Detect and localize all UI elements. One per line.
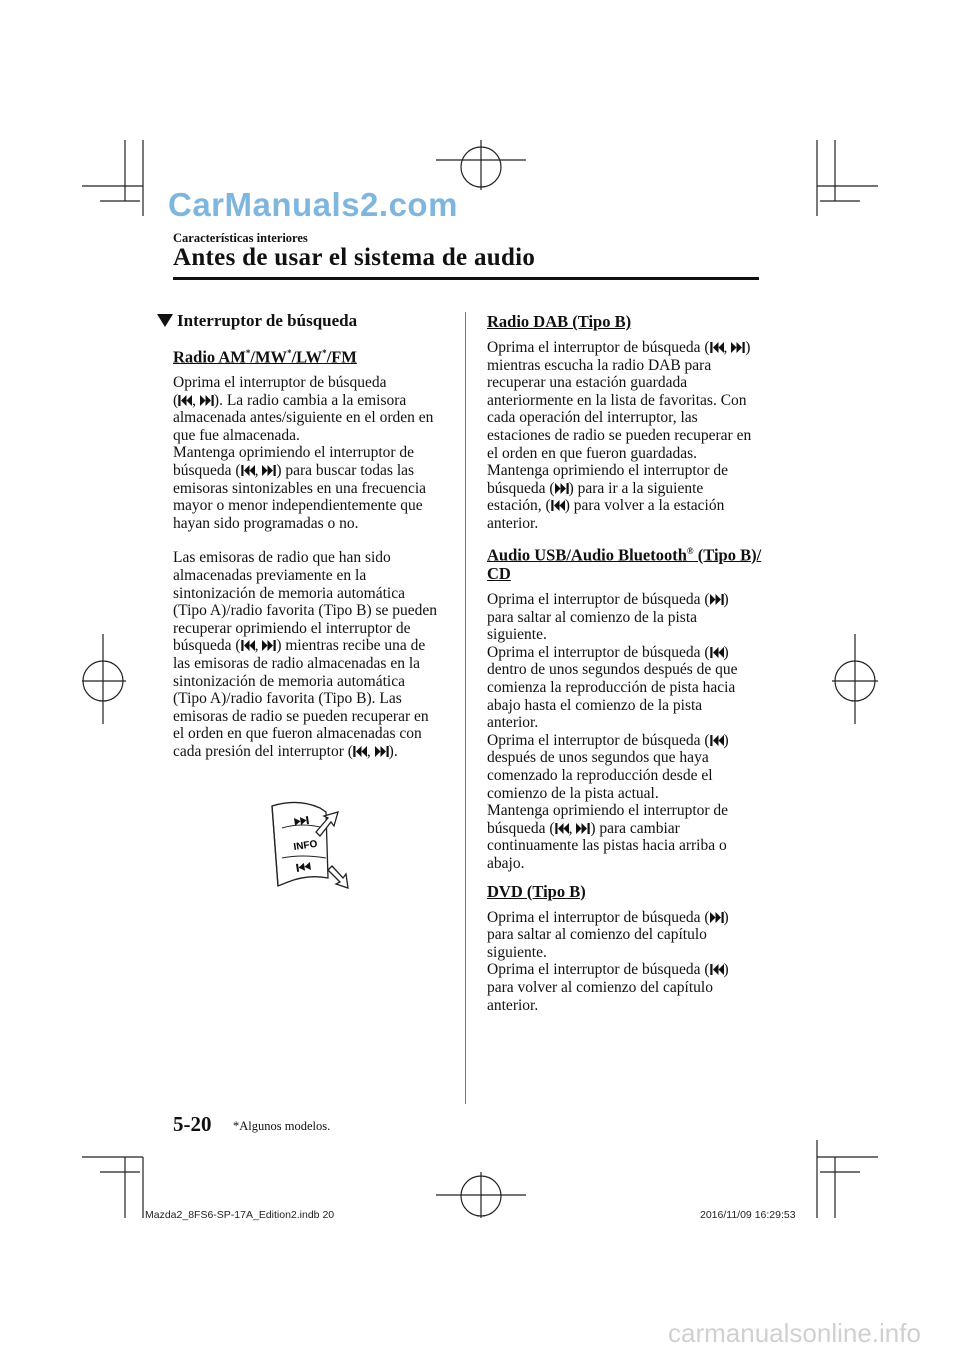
seek-forward-icon xyxy=(710,912,724,923)
text-line: emisoras de radio se pueden recuperar en xyxy=(173,707,429,725)
dab-title: Radio DAB (Tipo B) xyxy=(487,312,632,331)
text-line: para volver al comienzo del capítulo xyxy=(487,978,713,996)
seek-forward-icon xyxy=(262,640,276,651)
text-line: estaciones de radio se pueden recuperar en xyxy=(487,426,752,444)
text-line: Oprima el interruptor de búsqueda ( ) xyxy=(487,908,729,926)
dvd-title: DVD (Tipo B) xyxy=(487,881,586,901)
seek-back-icon xyxy=(551,500,565,511)
text-line: búsqueda ( , ) para buscar todas las xyxy=(173,462,415,480)
text-line: que fue almacenada. xyxy=(173,426,300,444)
text-line: búsqueda ( ) para ir a la siguiente xyxy=(487,479,704,497)
text-line: (Tipo A)/radio favorita (Tipo B) se pueden xyxy=(173,602,438,620)
text-line: cada presión del interruptor ( , ). xyxy=(173,742,398,760)
seek-back-icon xyxy=(178,395,192,406)
column-divider xyxy=(465,312,466,1104)
text-line: búsqueda ( , ) mientras recibe una de xyxy=(173,637,426,655)
text-line: (Tipo A)/radio favorita (Tipo B). Las xyxy=(173,690,402,708)
text-line: recuperar oprimiendo el interruptor de xyxy=(173,619,411,637)
text-line: para saltar al comienzo de la pista xyxy=(487,608,698,626)
radio-am-title: Radio AM*/MW*/LW*/FM xyxy=(173,347,357,367)
watermark-bottom[interactable]: carmanualsonline.info xyxy=(668,1318,921,1348)
text-line: comienza la reproducción de pista hacia xyxy=(487,679,736,696)
text-line: Oprima el interruptor de búsqueda ( ) xyxy=(487,731,729,749)
text-line: Mantenga oprimiendo el interruptor de xyxy=(173,444,415,462)
steering-switch-illustration xyxy=(268,798,358,893)
seek-back-icon xyxy=(710,735,724,746)
seek-back-icon xyxy=(710,647,724,658)
text-line: almacenadas previamente en la xyxy=(173,567,367,585)
text-line: anteriormente en la lista de favoritas. Con xyxy=(487,391,747,409)
text-line: Oprima el interruptor de búsqueda xyxy=(173,374,387,392)
page-number: 5-20 xyxy=(173,1112,212,1136)
text-line: sintonización de memoria automática xyxy=(173,672,405,690)
right-column xyxy=(487,312,767,1014)
seek-forward-icon xyxy=(375,746,389,757)
text-line: Mantenga oprimiendo el interruptor de xyxy=(487,802,729,820)
text-line: para saltar al comienzo del capítulo xyxy=(487,926,707,944)
chapter-title: Antes de usar el sistema de audio xyxy=(173,244,536,271)
text-line: anterior. xyxy=(487,714,539,732)
header-rule xyxy=(173,277,759,280)
text-line: mientras escucha la radio DAB para xyxy=(487,356,712,374)
left-column xyxy=(157,312,457,761)
watermark-logo[interactable]: CarManuals2.com xyxy=(168,186,458,223)
print-timestamp: 2016/11/09 16:29:53 xyxy=(700,1209,796,1221)
text-line: búsqueda ( , ) para cambiar xyxy=(487,819,680,837)
footnote: *Algunos modelos. xyxy=(233,1119,331,1133)
text-line: el orden en que fueron almacenadas con xyxy=(173,725,422,743)
text-line: las emisoras de radio almacenadas en la xyxy=(173,655,421,672)
seek-back-icon xyxy=(710,964,724,975)
text-line: hayan sido programadas o no. xyxy=(173,514,359,532)
text-line: siguiente. xyxy=(487,943,547,961)
text-line: anterior. xyxy=(487,996,539,1014)
text-line: Oprima el interruptor de búsqueda ( ) xyxy=(487,591,729,609)
text-line: después de unos segundos que haya xyxy=(487,749,709,767)
triangle-marker-icon xyxy=(157,314,173,327)
text-line: estación, ( ) para volver a la estación xyxy=(487,497,725,515)
text-line: anterior. xyxy=(487,514,539,532)
info-label: INFO xyxy=(292,838,319,853)
seek-back-icon xyxy=(241,465,255,476)
text-line: sintonización de memoria automática xyxy=(173,584,405,602)
text-line: comienzo de la pista actual. xyxy=(487,784,659,802)
text-line: almacenada antes/siguiente en el orden en xyxy=(173,409,434,427)
text-line: Mantenga oprimiendo el interruptor de xyxy=(487,462,729,480)
seek-back-icon xyxy=(710,342,724,353)
seek-forward-icon xyxy=(555,483,569,494)
seek-back-icon xyxy=(241,640,255,651)
text-line: continuamente las pistas hacia arriba o xyxy=(487,837,727,855)
seek-forward-icon xyxy=(262,465,276,476)
seek-forward-icon xyxy=(200,395,214,406)
text-line: mayor o menor independientemente que xyxy=(173,497,423,515)
text-line: emisoras sintonizables en una frecuencia xyxy=(173,479,427,497)
text-line: dentro de unos segundos después de que xyxy=(487,661,738,679)
text-line: el orden en que fueron guardadas. xyxy=(487,444,698,462)
text-line: Oprima el interruptor de búsqueda ( ) xyxy=(487,961,729,979)
section-title: Características interiores xyxy=(173,231,308,245)
text-line: comenzado la reproducción desde el xyxy=(487,766,713,784)
seek-forward-icon xyxy=(710,594,724,605)
text-line: siguiente. xyxy=(487,626,547,644)
text-line: cada operación del interruptor, las xyxy=(487,409,698,427)
usb-title: Audio USB/Audio Bluetooth® (Tipo B)/ CD xyxy=(487,545,762,584)
text-line: recuperar una estación guardada xyxy=(487,374,688,392)
seek-back-icon xyxy=(353,746,367,757)
text-line: ( , ). La radio cambia a la emisora xyxy=(173,391,407,409)
text-line: Las emisoras de radio que han sido xyxy=(173,549,391,567)
seek-forward-icon xyxy=(731,342,745,353)
text-line: abajo hasta el comienzo de la pista xyxy=(487,696,703,714)
text-line: abajo. xyxy=(487,854,525,872)
text-line: Oprima el interruptor de búsqueda ( , ) xyxy=(487,339,751,356)
seek-forward-icon xyxy=(576,823,590,834)
file-name: Mazda2_8FS6-SP-17A_Edition2.indb 20 xyxy=(145,1209,335,1221)
seek-back-icon xyxy=(555,823,569,834)
subsection-heading: Interruptor de búsqueda xyxy=(157,312,457,330)
text-line: Oprima el interruptor de búsqueda ( ) xyxy=(487,643,729,661)
